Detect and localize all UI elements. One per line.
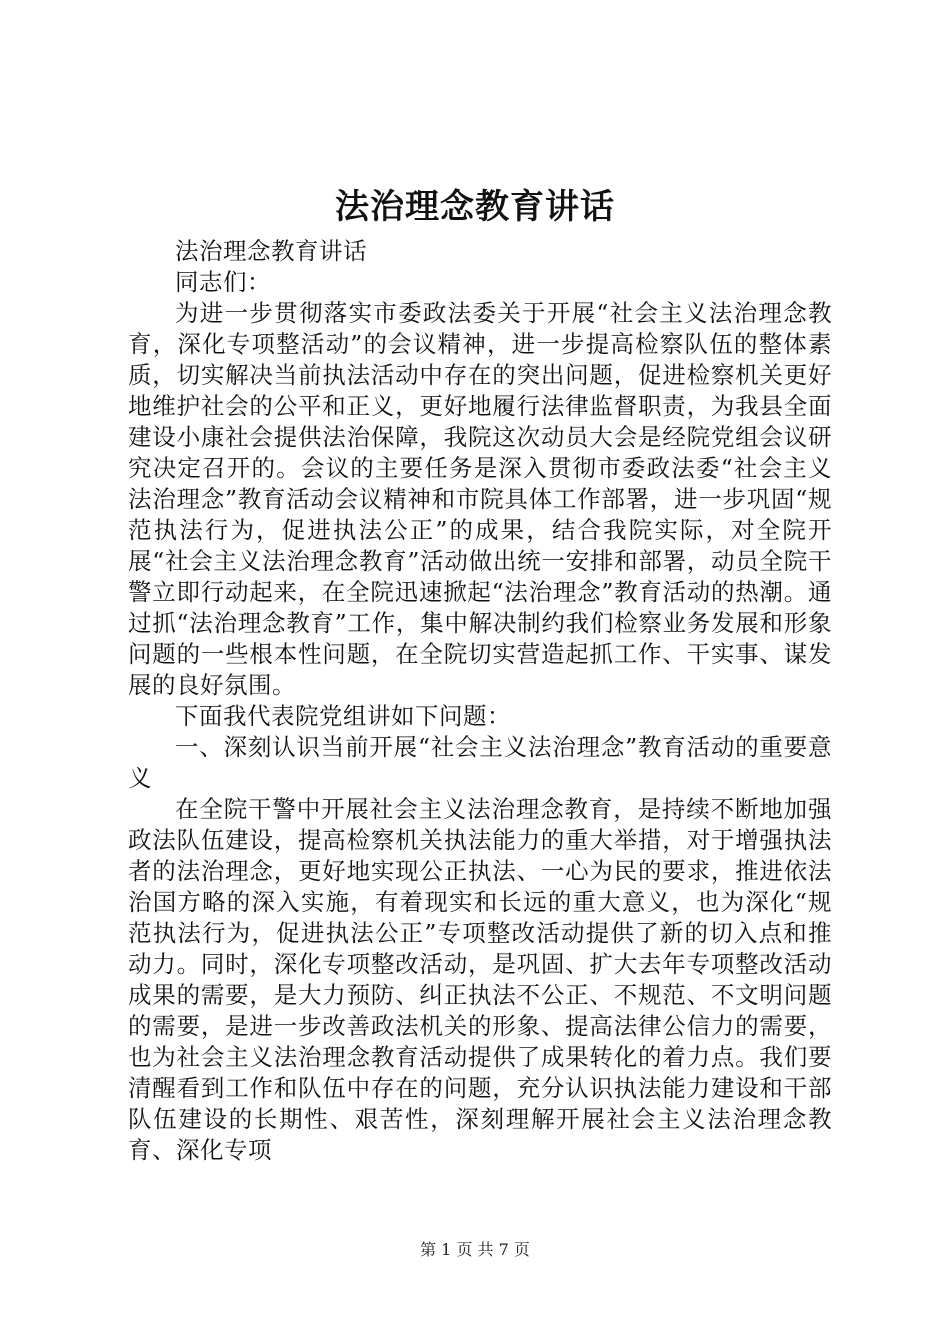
- paragraph-intro: 为进一步贯彻落实市委政法委关于开展“社会主义法治理念教育，深化专项整活动”的会议精神，进一步提高检察队伍的整体素质，切实解决当前执法活动中存在的突出问题，促进检察机关更好地维护社会的公平和正义，更好地履行法律监督职责，为我县全面建设小康社会提供法治保障，我院这次动员大会是经院党组会议研究决定召开的。会议的主要任务是深入贯彻市委政法委“社会主义法治理念”教育活动会议精神和市院具体工作部署，进一步巩固“规范执法行为，促进执法公正”的成果，结合我院实际，对全院开展“社会主义法治理念教育”活动做出统一安排和部署，动员全院干警立即行动起来，在全院迅速掀起“法治理念”教育活动的热潮。通过抓“法治理念教育”工作，集中解决制约我们检察业务发展和形象问题的一些根本性问题，在全院切实营造起抓工作、干实事、谋发展的良好氛围。: [128, 299, 832, 699]
- section-heading-1: 一、深刻认识当前开展“社会主义法治理念”教育活动的重要意义: [128, 733, 832, 792]
- paragraph-transition: 下面我代表院党组讲如下问题：: [175, 702, 511, 730]
- paragraph-section-1: 在全院干警中开展社会主义法治理念教育，是持续不断地加强政法队伍建设，提高检察机关执法能力的重大举措，对于增强执法者的法治理念，更好地实现公正执法、一心为民的要求，推进依法治国方略的深入实施，有着现实和长远的重大意义，也为深化“规范执法行为，促进执法公正”专项整改活动提供了新的切入点和推动力。同时，深化专项整改活动，是巩固、扩大去年专项整改活动成果的需要，是大力预防、纠正执法不公正、不规范、不文明问题的需要，是进一步改善政法机关的形象、提高法律公信力的需要，也为社会主义法治理念教育活动提供了成果转化的着力点。我们要清醒看到工作和队伍中存在的问题，充分认识执法能力建设和干部队伍建设的长期性、艰苦性，深刻理解开展社会主义法治理念教育、深化专项: [128, 795, 832, 1164]
- paragraph-subtitle: 法治理念教育讲话: [175, 237, 367, 265]
- document-title: 法治理念教育讲话: [335, 187, 615, 227]
- paragraph-salutation: 同志们：: [175, 268, 271, 296]
- document-body: [128, 236, 832, 1166]
- page-number: 第 1 页 共 7 页: [420, 1240, 530, 1259]
